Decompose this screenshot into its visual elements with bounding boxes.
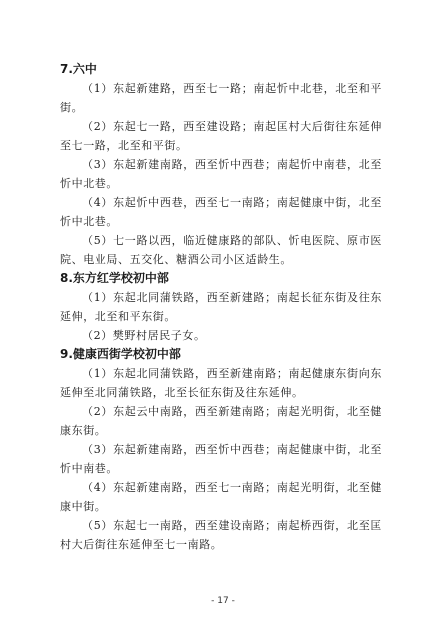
section-7-item-4: （4）东起忻中西巷，西至七一南路；南起健康中街，北至忻中北巷。 [60, 196, 382, 228]
section-8-item-2: （2）樊野村居民子女。 [82, 329, 206, 342]
section-9-item-3: （3）东起新建南路，西至忻中西巷；南起健康中街，北至忻中南巷。 [60, 443, 382, 475]
page-content [60, 60, 382, 554]
section-9-item-2: （2）东起云中南路，西至新建南路；南起光明街，北至健康东街。 [60, 405, 382, 437]
section-title-7: 7.六中 [60, 62, 97, 76]
section-7-item-2: （2）东起七一路，西至建设路；南起匡村大后街往东延伸至七一路，北至和平街。 [60, 120, 382, 152]
section-9-item-5: （5）东起七一南路，西至建设南路；南起桥西街，北至匡村大后街往东延伸至七一南路。 [60, 519, 382, 551]
section-7-item-5: （5）七一路以西，临近健康路的部队、忻电医院、原市医院、电业局、五交化、糖酒公司小区适龄生。 [60, 234, 382, 266]
section-9-item-1: （1）东起北同蒲铁路，西至新建南路；南起健康东街向东延伸至北同蒲铁路，北至长征东街及往东延伸。 [60, 367, 382, 399]
section-7-item-1: （1）东起新建路，西至七一路；南起忻中北巷，北至和平街。 [60, 82, 382, 114]
section-7-item-3: （3）东起新建南路，西至忻中西巷；南起忻中南巷，北至忻中北巷。 [60, 158, 382, 190]
section-9-item-4: （4）东起新建南路，西至七一南路；南起光明街，北至健康中街。 [60, 481, 382, 513]
section-8-item-1: （1）东起北同蒲铁路，西至新建路；南起长征东街及往东延伸，北至和平东街。 [60, 291, 382, 323]
page-number: - 17 - [211, 596, 235, 606]
section-title-8: 8.东方红学校初中部 [60, 271, 169, 285]
section-title-9: 9.健康西街学校初中部 [60, 347, 181, 361]
